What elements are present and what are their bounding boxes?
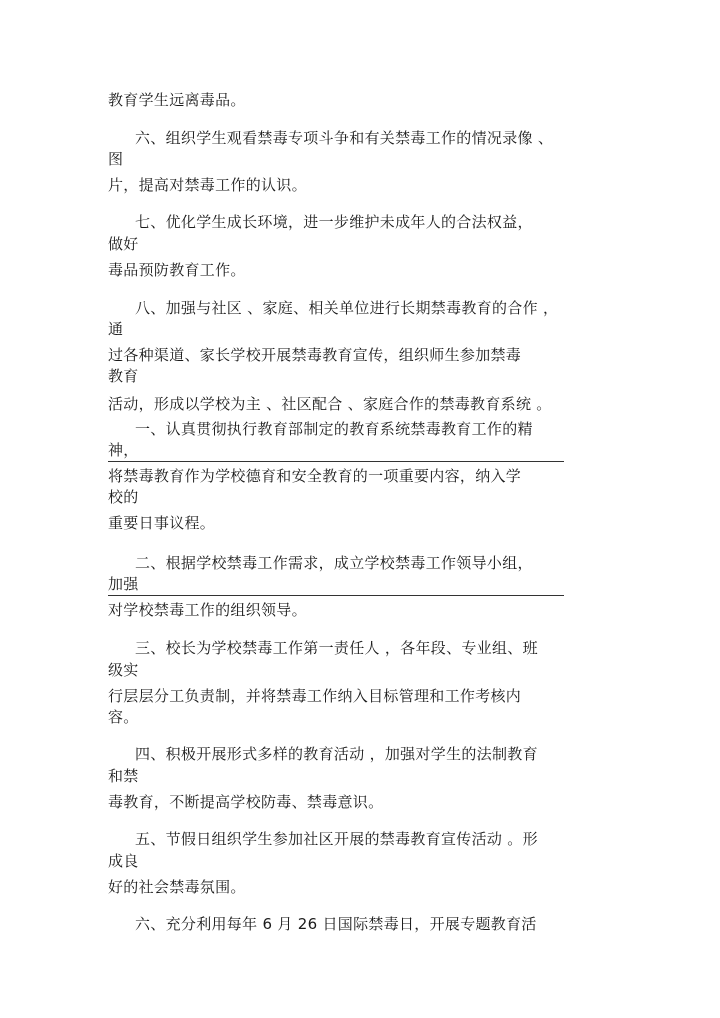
text-line: 过各种渠道、家长学校开展禁毒教育宣传，组织师生参加禁毒 — [108, 346, 522, 364]
text-line: 四、积极开展形式多样的教育活动 ，加强对学生的法制教育 — [135, 745, 538, 763]
text-line: 行层层分工负责制，并将禁毒工作纳入目标管理和工作考核内 — [108, 687, 522, 705]
text-line: 神， — [108, 441, 139, 459]
divider-rule — [108, 461, 564, 462]
text-line: 五、节假日组织学生参加社区开展的禁毒教育宣传活动 。形 — [135, 830, 538, 848]
text-line: 六、充分利用每年 6 月 26 日国际禁毒日，开展专题教育活 — [135, 915, 537, 933]
text-line: 好的社会禁毒氛围。 — [108, 878, 246, 896]
text-line: 六、组织学生观看禁毒专项斗争和有关禁毒工作的情况录像 、 — [135, 129, 554, 147]
text-line: 一、认真贯彻执行教育部制定的教育系统禁毒教育工作的精 — [135, 420, 533, 438]
text-line: 八、加强与社区 、家庭、相关单位进行长期禁毒教育的合作 ， — [135, 299, 559, 317]
text-line: 将禁毒教育作为学校德育和安全教育的一项重要内容，纳入学 — [108, 467, 522, 485]
text-line: 图 — [108, 150, 124, 168]
text-line: 教育 — [108, 367, 139, 385]
text-line: 三、校长为学校禁毒工作第一责任人 ，各年段、专业组、班 — [135, 639, 538, 657]
text-line: 和禁 — [108, 767, 139, 785]
text-line: 七、优化学生成长环境，进一步维护未成年人的合法权益， — [135, 213, 533, 231]
text-line: 活动，形成以学校为主 、社区配合 、家庭合作的禁毒教育系统 。 — [108, 395, 552, 413]
divider-rule — [108, 595, 564, 596]
text-line: 重要日事议程。 — [108, 514, 216, 532]
text-line: 教育学生远离毒品。 — [108, 91, 246, 109]
text-line: 毒教育，不断提高学校防毒、禁毒意识。 — [108, 793, 384, 811]
text-line: 毒品预防教育工作。 — [108, 261, 246, 279]
text-line: 对学校禁毒工作的组织领导。 — [108, 601, 307, 619]
text-line: 校的 — [108, 488, 139, 506]
text-line: 二、根据学校禁毒工作需求，成立学校禁毒工作领导小组， — [135, 554, 533, 572]
text-line: 片，提高对禁毒工作的认识。 — [108, 176, 307, 194]
text-line: 加强 — [108, 575, 139, 593]
text-line: 做好 — [108, 235, 139, 253]
text-line: 容。 — [108, 708, 139, 726]
text-line: 通 — [108, 320, 124, 338]
text-line: 级实 — [108, 661, 139, 679]
text-line: 成良 — [108, 852, 139, 870]
